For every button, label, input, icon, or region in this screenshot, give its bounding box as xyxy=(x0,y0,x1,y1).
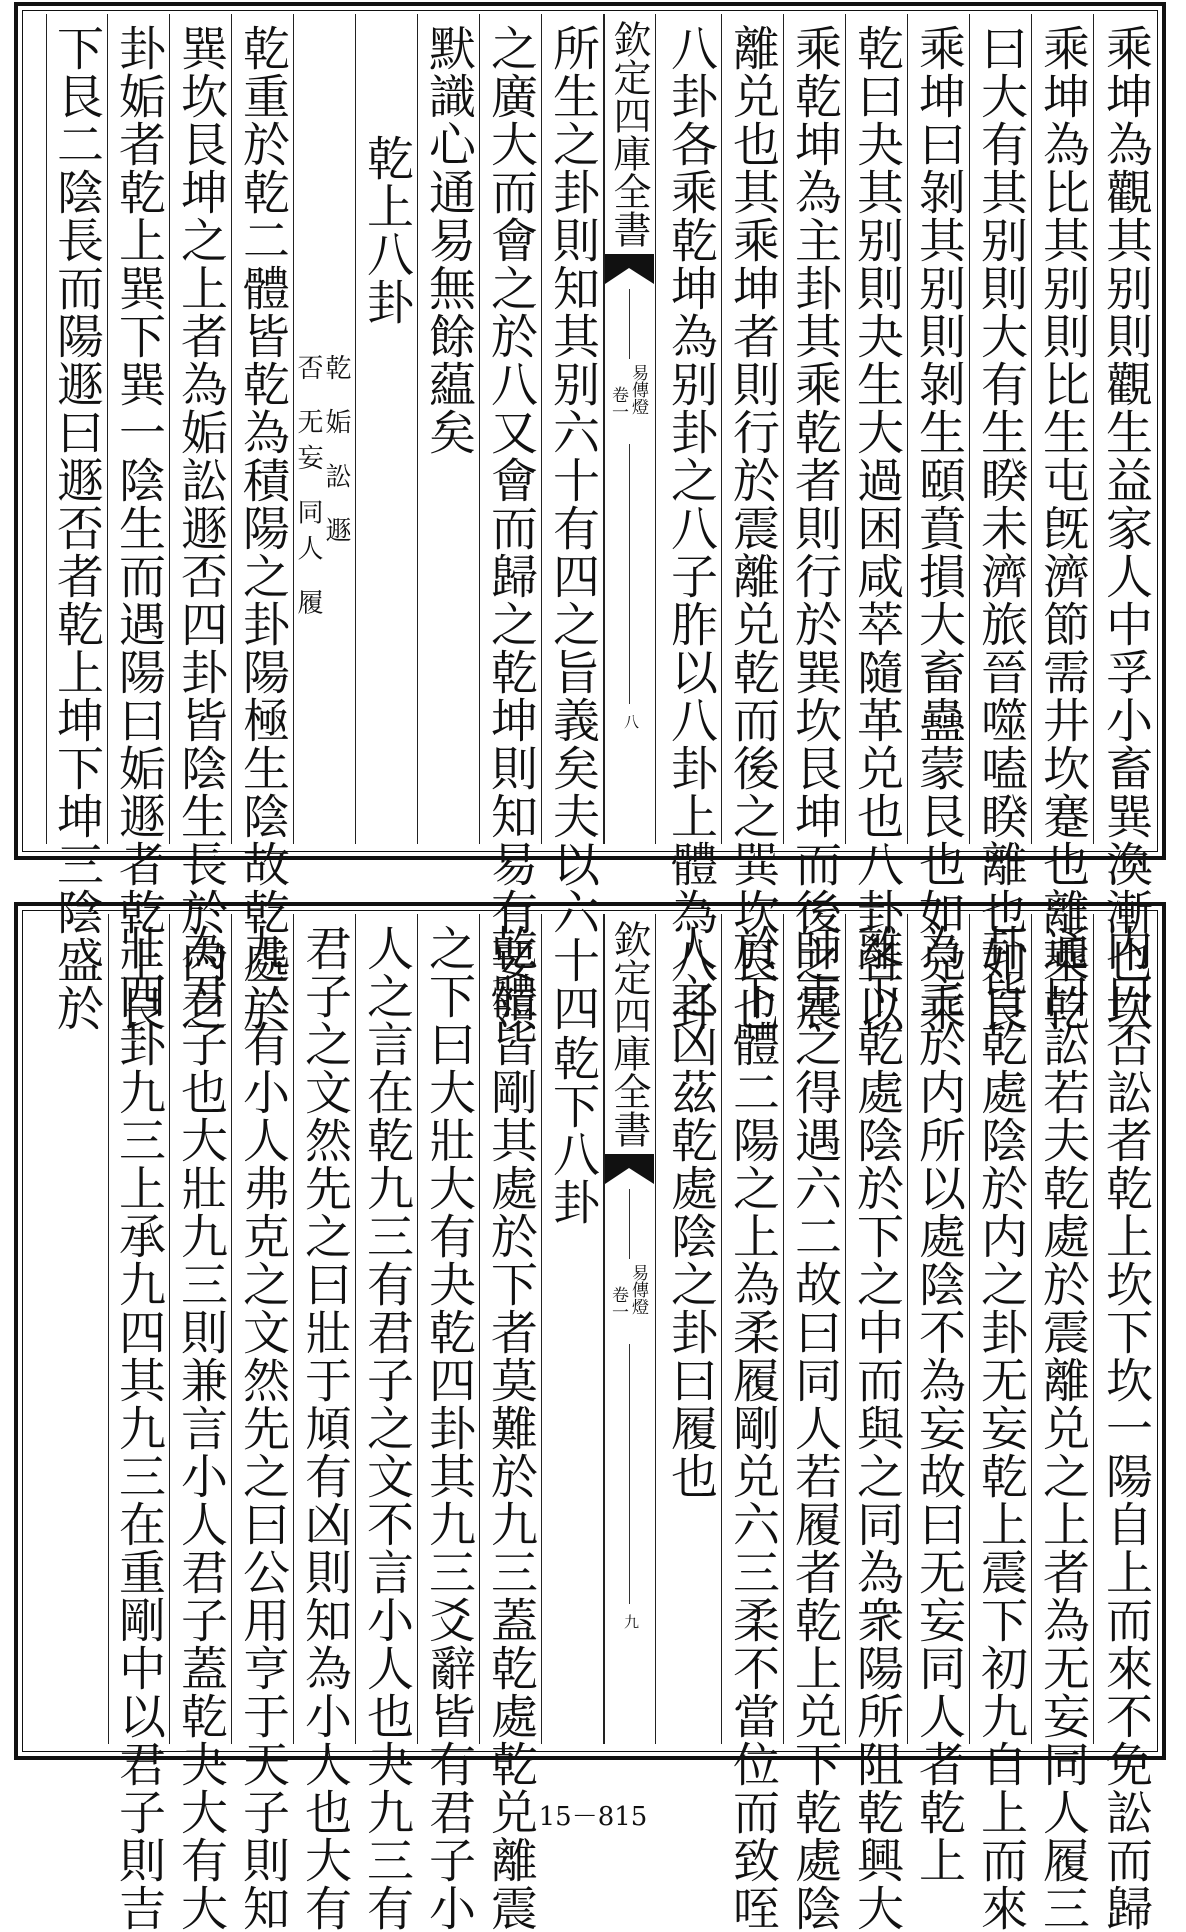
text-column xyxy=(356,14,418,844)
column-text: 為主於内所以處陰不為妄故曰无妄同人者乾上 xyxy=(911,924,966,1884)
column-text: 壯四卦九三上承九四其九三在重剛中以君子則吉 xyxy=(111,924,166,1932)
column-text: 默識心通易無餘藴矣 xyxy=(421,24,476,456)
column-text: 人之凶茲乾處陰之卦曰履也 xyxy=(663,924,718,1500)
text-column xyxy=(480,14,542,1032)
fishtail-mark-icon xyxy=(605,1154,654,1184)
text-column xyxy=(108,914,170,1932)
text-column xyxy=(970,14,1032,1032)
text-column xyxy=(722,14,784,1032)
text-column xyxy=(908,14,970,1032)
column-text: 八卦各乘乾坤為别卦之八子胙以八卦上體為八卦 xyxy=(663,24,718,1032)
leaf-number: 八 xyxy=(622,714,640,729)
column-text: 通曰訟若夫乾處於震離兑之上者為无妄同人履三 xyxy=(1035,924,1090,1932)
divider xyxy=(629,444,630,704)
center-title: 欽定四庫全書 xyxy=(607,920,651,1148)
text-column xyxy=(46,14,108,1032)
column-text: 内曰否訟者乾上坎下坎一陽自上而來不免訟而歸 xyxy=(1098,924,1153,1932)
center-fold xyxy=(604,914,656,1744)
text-column xyxy=(660,914,722,1744)
column-text: 卦皆乾處陰於内之卦无妄乾上震下初九自上而來 xyxy=(973,924,1028,1932)
text-column xyxy=(418,14,480,844)
text-column xyxy=(1032,14,1094,1032)
column-text: 乾體皆剛其處於下者莫難於九三蓋乾處乾兑離震 xyxy=(483,924,538,1932)
column-text: 師克之得遇六二故曰同人若履者乾上兑下乾處陰 xyxy=(787,924,842,1932)
section-heading: 乾下八卦 xyxy=(545,1034,600,1226)
column-text: 之下曰大壯大有夬乾四卦其九三爻辭皆有君子小 xyxy=(421,924,476,1932)
text-column xyxy=(846,14,908,1032)
text-column xyxy=(1094,914,1156,1932)
text-column xyxy=(480,914,542,1932)
text-column xyxy=(294,914,356,1932)
text-column xyxy=(356,914,418,1932)
text-column xyxy=(846,914,908,1932)
divider xyxy=(629,1189,630,1259)
hexagram-names-left: 否 无妄 同人 履 xyxy=(293,354,323,625)
divider xyxy=(629,289,630,359)
book-title: 易傳燈 xyxy=(628,364,648,415)
center-fold xyxy=(604,14,656,844)
divider xyxy=(629,1344,630,1604)
column-text: 乾重於乾二體皆乾為積陽之卦陽極生陰故乾處於 xyxy=(235,24,290,1032)
text-column xyxy=(542,14,604,1032)
text-column xyxy=(660,14,722,1032)
column-text: 離下乾處陰於下之中而與之同為衆陽所阻乾興大 xyxy=(849,924,904,1932)
text-column xyxy=(784,14,846,1032)
text-column xyxy=(232,914,294,1932)
column-text: 曰大有其别則大有生睽未濟旅晉噬嗑睽離也如艮 xyxy=(973,24,1028,1032)
text-column xyxy=(908,914,970,1884)
text-column xyxy=(294,14,356,844)
column-text: 為君子也大壯九三則兼言小人君子蓋乾夬大有大 xyxy=(173,924,228,1932)
text-column xyxy=(1094,14,1156,1032)
column-text: 所生之卦則知其别六十有四之旨義矣夫以六十四 xyxy=(545,24,600,1032)
column-text: 乘乾坤為主卦其乘乾者則行於巽坎艮坤而後之震 xyxy=(787,24,842,1032)
text-column xyxy=(170,14,232,1032)
text-column xyxy=(784,914,846,1932)
column-text: 乘坤為比其别則比生屯旣濟節需井坎蹇也離乘乾 xyxy=(1035,24,1090,1032)
column-text: 乘坤為觀其别則觀生益家人中孚小畜巽渙漸也坎 xyxy=(1098,24,1153,1032)
hexagram-names-right: 乾 姤 訟 遯 xyxy=(321,354,351,553)
column-text: 乘坤曰剝其别則剝生頤賁損大畜蠱蒙艮也如兑乘 xyxy=(911,24,966,1032)
text-column xyxy=(970,914,1032,1932)
column-text: 下艮二陰長而陽遯曰遯否者乾上坤下坤三陰盛於 xyxy=(49,24,104,1032)
text-column xyxy=(1032,914,1094,1932)
book-title: 易傳燈 xyxy=(628,1264,648,1315)
text-column xyxy=(418,914,480,1932)
column-text: 君子之文然先之曰壯于頄有凶則知為小人也大有 xyxy=(297,924,352,1932)
column-text: 卦姤者乾上巽下巽一陰生而遇陽曰姤遯者乾上艮 xyxy=(111,24,166,1032)
column-text: 九三有小人弗克之文然先之曰公用亨于天子則知 xyxy=(235,924,290,1932)
column-text: 巽坎艮坤之上者為姤訟遯否四卦皆陰生長於内之 xyxy=(173,24,228,1032)
text-column xyxy=(542,914,604,1744)
column-text: 於下體二陽之上為柔履剛兑六三柔不當位而致咥 xyxy=(725,924,780,1932)
column-text: 離兑也其乘坤者則行於震離兑乾而後之巽坎艮也 xyxy=(725,24,780,1032)
fishtail-mark-icon xyxy=(605,254,654,284)
column-text: 乾曰夬其别則夬生大過困咸萃隨革兑也八卦各以 xyxy=(849,24,904,1032)
column-text: 人之言在乾九三有君子之文不言小人也夬九三有 xyxy=(359,924,414,1932)
volume-label: 卷一 xyxy=(608,386,628,420)
text-column xyxy=(108,14,170,1032)
text-column xyxy=(232,14,294,1032)
text-column xyxy=(170,914,232,1932)
page-number: 15－815 xyxy=(538,1802,648,1832)
text-column xyxy=(722,914,784,1932)
column-text: 之廣大而會之於八又會而歸之乾坤則知易有要領 xyxy=(483,24,538,1032)
section-heading: 乾上八卦 xyxy=(359,134,414,326)
leaf-number: 九 xyxy=(622,1614,640,1629)
volume-label: 卷一 xyxy=(608,1286,628,1320)
center-title: 欽定四庫全書 xyxy=(607,20,651,248)
